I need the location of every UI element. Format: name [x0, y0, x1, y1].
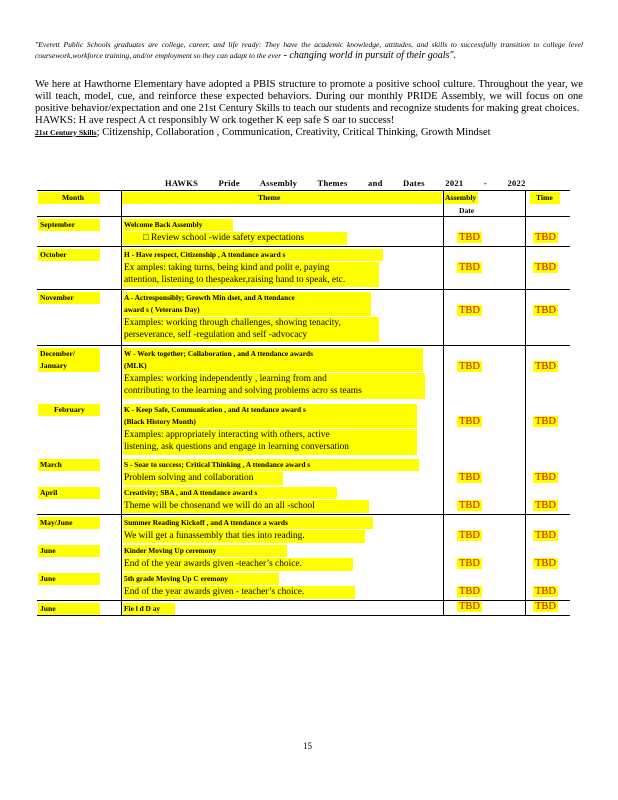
- row-rule: [37, 289, 570, 290]
- header-month: Month: [62, 193, 84, 202]
- col-divider-3: [525, 190, 526, 616]
- theme-title: W - Work together; Collaboration , and A ttendance awards: [124, 349, 314, 358]
- time-cell: TBD: [535, 232, 556, 243]
- skills-line: [35, 127, 583, 139]
- theme-line: □ Review school -wide safety expectations: [143, 233, 305, 243]
- month-cell: November: [40, 293, 74, 302]
- time-cell: TBD: [535, 472, 556, 483]
- header-bottom-rule: [37, 216, 570, 217]
- row-rule: [37, 514, 570, 515]
- assembly-date-cell: TBD: [459, 416, 480, 427]
- mission-emphasis: - changing world in pursuit of their goals".: [281, 49, 457, 61]
- assembly-date-cell: TBD: [459, 232, 480, 243]
- time-cell: TBD: [535, 262, 556, 273]
- theme-line: Ex amples: taking turns, being kind and polit e, paying: [124, 263, 330, 273]
- theme-line: Examples: working through challenges, showing tenacity,: [124, 318, 341, 328]
- assembly-date-cell: TBD: [459, 472, 480, 483]
- theme-title-2: (Black History Month): [124, 417, 196, 426]
- header-assembly-date: Date: [459, 206, 475, 215]
- assembly-date-cell: TBD: [459, 601, 480, 612]
- theme-line: We will get a funassembly that ties into reading.: [124, 531, 305, 541]
- assembly-date-cell: TBD: [459, 305, 480, 316]
- intro-paragraph: [35, 79, 583, 139]
- mission-text: "Everett Public Schools graduates are college, career, and life ready: They have the academic knowledge, attitudes, and skills to successfully transition to college level coursework,workforce training, and/or employment so they can adapt to the ever: [35, 40, 583, 60]
- month-cell: May/June: [40, 518, 73, 527]
- theme-line: contributing to the learning and solving problems acro ss teams: [124, 386, 362, 396]
- row-rule: [37, 246, 570, 247]
- skills-label: 21st Century Skills: [35, 128, 97, 137]
- month-cell: September: [40, 220, 76, 229]
- theme-line: Examples: appropriately interacting with others, active: [124, 430, 330, 440]
- theme-title: Kinder Moving Up ceremony: [124, 546, 217, 555]
- month-cell: October: [40, 250, 67, 259]
- page-number: 15: [303, 741, 312, 751]
- theme-line: End of the year awards given - teacher’s choice.: [124, 587, 305, 597]
- month-cell: June: [40, 604, 56, 613]
- theme-title: Creativity; SBA , and A ttendance award s: [124, 488, 258, 497]
- header-theme-highlight: [122, 192, 442, 204]
- theme-line: attention, listening to thespeaker,raising hand to speak, etc.: [124, 275, 346, 285]
- table-bottom-rule: [37, 615, 570, 616]
- theme-title-2: award s ( Veterans Day): [124, 305, 200, 314]
- theme-title-2: (MLK): [124, 361, 147, 370]
- theme-line: Theme will be chosenand we will do an all -school: [124, 501, 315, 511]
- month-cell-2: January: [40, 361, 68, 370]
- theme-line: Examples: working independently , learning from and: [124, 374, 327, 384]
- row-rule: [37, 600, 570, 601]
- time-cell: TBD: [535, 558, 556, 569]
- assembly-date-cell: TBD: [459, 558, 480, 569]
- hawks-acronym: HAWKS: H ave respect A ct responsibly W ork together K eep safe S oar to success!: [35, 115, 395, 126]
- theme-title: Welcome Back Assembly: [124, 220, 203, 229]
- theme-title: H - Have respect, Citizenship , A ttendance award s: [124, 250, 286, 259]
- time-cell: TBD: [535, 305, 556, 316]
- time-cell: TBD: [535, 500, 556, 511]
- time-cell: TBD: [535, 530, 556, 541]
- theme-title: S - Soar to success; Critical Thinking , A ttendance award s: [124, 460, 311, 469]
- assembly-date-cell: TBD: [459, 530, 480, 541]
- col-divider-1: [121, 190, 122, 616]
- row-rule: [37, 345, 570, 346]
- time-cell: TBD: [535, 586, 556, 597]
- table-top-rule: [37, 190, 570, 191]
- month-cell: June: [40, 574, 56, 583]
- header-theme: Theme: [258, 193, 281, 202]
- header-time: Time: [536, 193, 553, 202]
- theme-title: Fie l d D ay: [124, 604, 161, 613]
- month-cell: April: [40, 488, 58, 497]
- theme-line: Problem solving and collaboration: [124, 473, 254, 483]
- time-cell: TBD: [535, 361, 556, 372]
- assembly-date-cell: TBD: [459, 500, 480, 511]
- theme-title: Summer Reading Kickoff , and A ttendance a wards: [124, 518, 288, 527]
- skills-list: ; Citizenship, Collaboration , Communication, Creativity, Critical Thinking, Growth Mindset: [96, 127, 491, 138]
- theme-title: A - Actresponsibly; Growth Min dset, and A ttendance: [124, 293, 295, 302]
- theme-line: perseverance, self -regulation and self -advocacy: [124, 330, 308, 340]
- assembly-date-cell: TBD: [459, 586, 480, 597]
- assembly-date-cell: TBD: [459, 361, 480, 372]
- month-cell: February: [54, 405, 85, 414]
- assembly-date-cell: TBD: [459, 262, 480, 273]
- mission-statement: [35, 40, 583, 61]
- time-cell: TBD: [535, 601, 556, 612]
- table-title: HAWKS Pride Assembly Themes and Dates 2021 - 2022: [165, 178, 526, 188]
- header-assembly: Assembly: [445, 193, 477, 202]
- month-cell: March: [40, 460, 62, 469]
- theme-line: End of the year awards given -teacher’s choice.: [124, 559, 302, 569]
- theme-title: 5th grade Moving Up C eremony: [124, 574, 228, 583]
- col-divider-2: [443, 190, 444, 616]
- month-cell: June: [40, 546, 56, 555]
- intro-text: We here at Hawthorne Elementary have adopted a PBIS structure to promote a positive school culture. Throughout the year, we will teach, model, cue, and reinforce these expected behaviors. During our monthly PRIDE Assembly, we will focus on one positive behavior/expectation and one 21st Century Skills to teach our students and recognize students for making great choices.: [35, 79, 583, 114]
- month-cell: December/: [40, 349, 75, 358]
- theme-line: listening, ask questions and engage in learning conversation: [124, 442, 349, 452]
- theme-title: K - Keep Safe, Communication , and At tendance award s: [124, 405, 306, 414]
- time-cell: TBD: [535, 416, 556, 427]
